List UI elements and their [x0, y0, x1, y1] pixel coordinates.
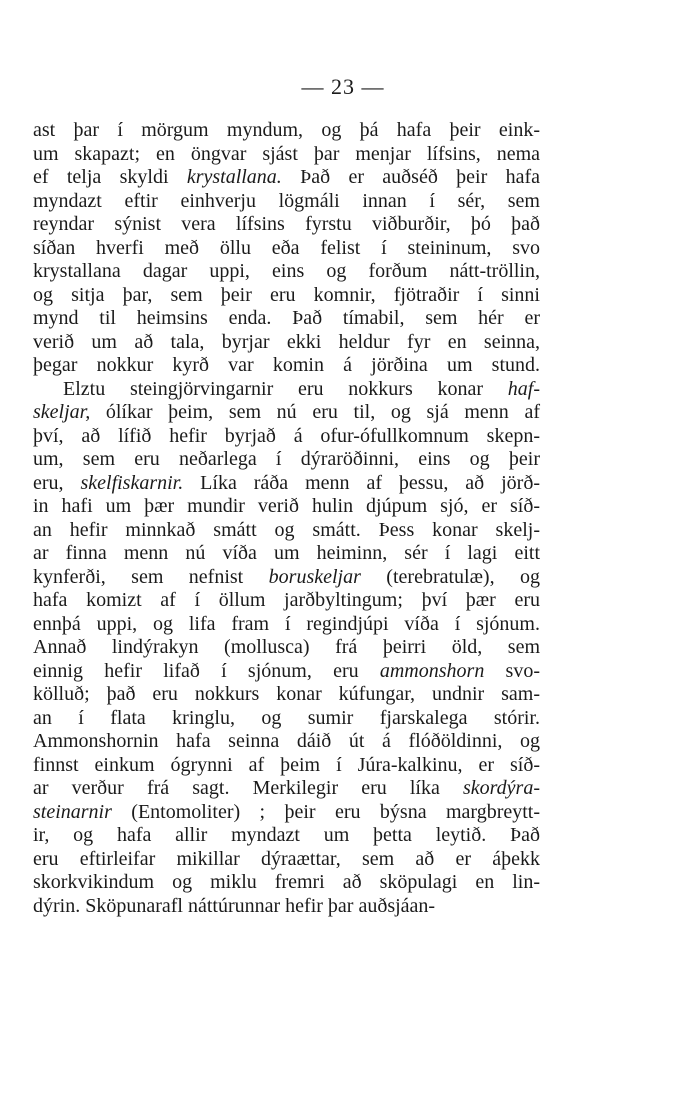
text-line	[33, 401, 540, 425]
text-segment: reyndar sýnist vera lífsins fyrstu viðburðir, þó það	[33, 213, 540, 235]
text-segment: um skapazt; en öngvar sjást þar menjar lífsins, nema	[33, 142, 540, 165]
text-segment: kölluð; það eru nokkurs konar kúfungar, undnir sam-	[33, 683, 540, 705]
text-line	[33, 519, 540, 543]
text-line	[33, 472, 540, 496]
text-line	[33, 848, 540, 872]
text-line	[33, 754, 540, 778]
text-segment: an hefir minnkað smátt og smátt. Þess konar skelj-	[33, 518, 540, 541]
text-line	[33, 542, 540, 566]
text-segment: an í flata kringlu, og sumir fjarskalega stórir.	[33, 706, 540, 729]
text-line	[33, 354, 540, 378]
text-line	[33, 166, 540, 190]
text-segment: ef telja skyldi	[33, 166, 187, 188]
text-line	[33, 284, 540, 308]
text-line	[33, 589, 540, 613]
italic-term: skeljar,	[33, 401, 91, 423]
text-segment: einnig hefir lifað í sjónum, eru	[33, 659, 380, 682]
text-segment: verið um að tala, byrjar ekki heldur fyr en seinna,	[33, 330, 540, 353]
text-segment: Ammonshornin hafa seinna dáið út á flóðöldinni, og	[33, 730, 540, 752]
text-segment: ar finna menn nú víða um heiminn, sér í lagi eitt	[33, 542, 540, 564]
text-segment: Elztu steingjörvingarnir eru nokkurs konar	[63, 377, 508, 400]
text-line	[33, 331, 540, 355]
text-segment: (Entomoliter) ; þeir eru býsna margbreytt-	[111, 800, 540, 823]
text-segment: finnst einkum ógrynni af þeim í Júra-kalkinu, er síð-	[33, 753, 540, 776]
text-line	[33, 801, 540, 825]
text-segment: ir, og hafa allir myndazt um þetta leytið. Það	[33, 824, 540, 846]
text-line	[33, 495, 540, 519]
text-segment: (terebratulæ), og	[360, 565, 541, 588]
italic-term: boruskeljar	[268, 565, 361, 588]
text-line	[33, 871, 540, 895]
italic-term: skelfiskarnir.	[80, 471, 184, 494]
text-line	[33, 237, 540, 261]
text-segment: mynd til heimsins enda. Það tímabil, sem hér er	[33, 307, 540, 329]
text-line	[33, 824, 540, 848]
text-segment: eru,	[33, 471, 81, 494]
text-line	[33, 425, 540, 449]
page-number: — 23 —	[301, 74, 385, 99]
italic-term: krystallana.	[186, 166, 282, 188]
text-segment: ast þar í mörgum myndum, og þá hafa þeir eink-	[33, 119, 540, 141]
text-line	[33, 307, 540, 331]
text-line	[33, 260, 540, 284]
text-line	[33, 660, 540, 684]
text-line	[33, 777, 540, 801]
text-segment: og sitja þar, sem þeir eru komnir, fjötraðir í sinni	[33, 283, 540, 306]
text-line	[33, 683, 540, 707]
text-segment: hafa komizt af í öllum jarðbyltingum; því þær eru	[33, 589, 540, 611]
text-segment: dýrin. Sköpunarafl náttúrunnar hefir þar auðsjáan-	[33, 894, 436, 917]
text-line	[33, 143, 540, 167]
text-line	[33, 213, 540, 237]
text-segment: skorkvikindum og miklu fremri að sköpulagi en lin-	[33, 871, 540, 893]
text-segment: ólíkar þeim, sem nú eru til, og sjá menn af	[90, 401, 540, 423]
text-line	[33, 566, 540, 590]
text-segment: Það er auðséð þeir hafa	[281, 166, 540, 188]
text-segment: því, að lífið hefir byrjað á ofur-ófullkomnum skepn-	[33, 424, 540, 447]
text-segment: ennþá uppi, og lifa fram í regindjúpi víða í sjónum.	[33, 612, 540, 635]
italic-term: skordýra-	[462, 777, 540, 799]
text-segment: in hafi um þær mundir verið hulin djúpum sjó, er síð-	[33, 495, 540, 517]
text-segment: svo-	[484, 659, 540, 682]
text-segment: ar verður frá sagt. Merkilegir eru líka	[33, 777, 463, 799]
text-line	[33, 190, 540, 214]
italic-term: steinarnir	[33, 800, 112, 823]
text-line	[33, 119, 540, 143]
italic-term: haf-	[507, 377, 540, 400]
text-segment: kynferði, sem nefnist	[33, 565, 269, 588]
text-segment: Annað lindýrakyn (mollusca) frá þeirri öld, sem	[33, 636, 540, 658]
text-line	[33, 730, 540, 754]
text-line	[33, 378, 540, 402]
text-segment: Líka ráða menn af þessu, að jörð-	[183, 471, 540, 494]
text-line	[33, 707, 540, 731]
text-segment: um, sem eru neðarlega í dýraröðinni, eins og þeir	[33, 448, 540, 470]
text-line	[33, 448, 540, 472]
text-segment: síðan hverfi með öllu eða felist í steininum, svo	[33, 236, 540, 259]
text-segment: eru eftirleifar mikillar dýraættar, sem að er áþekk	[33, 847, 540, 870]
text-line	[33, 636, 540, 660]
text-segment: myndazt eftir einhverju lögmáli innan í sér, sem	[33, 189, 540, 212]
text-segment: krystallana dagar uppi, eins og forðum nátt-tröllin,	[33, 260, 540, 282]
italic-term: ammonshorn	[379, 659, 485, 682]
body-text	[33, 119, 540, 918]
text-line	[33, 895, 540, 919]
text-line	[33, 613, 540, 637]
text-segment: þegar nokkur kyrð var komin á jörðina um stund.	[33, 354, 540, 376]
